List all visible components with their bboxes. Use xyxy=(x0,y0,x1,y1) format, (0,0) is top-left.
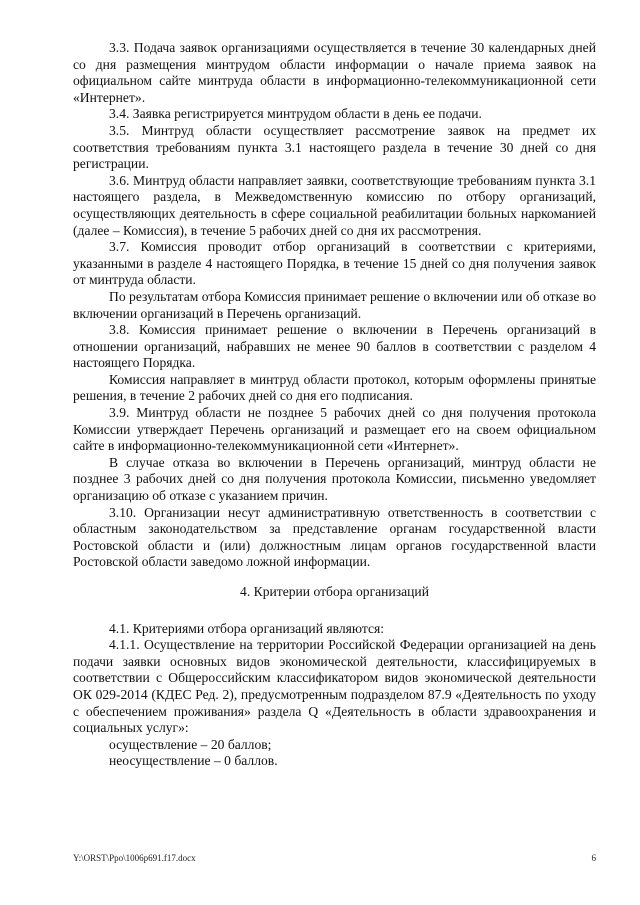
score-item-no: неосуществление – 0 баллов. xyxy=(109,753,278,769)
paragraph-3-7-decision: По результатам отбора Комиссия принимает решение о включении или об отказе во включении организаций в Перечень организаций. xyxy=(73,288,596,321)
paragraph-3-4: 3.4. Заявка регистрируется минтрудом области в день ее подачи. xyxy=(109,106,482,122)
paragraph-4-1-1: 4.1.1. Осуществление на территории Российской Федерации организацией на день подачи заявки основных видов экономической деятельности, классифицируемых в соответствии с Общероссийским классификатором видов экономической деятельности ОК 029-2014 (КДЕС Ред. 2), предусмотренным подразделом 87.9 «Деятельность по уходу с обеспечением проживания» раздела Q «Деятельность в области здравоохранения и социальных услуг»: xyxy=(73,637,596,736)
paragraph-3-8-protocol: Комиссия направляет в минтруд области протокол, которым оформлены принятые решения, в течение 2 рабочих дней со дня его подписания. xyxy=(73,371,596,404)
paragraph-3-8: 3.8. Комиссия принимает решение о включении в Перечень организаций в отношении организаций, набравших не менее 90 баллов в соответствии с разделом 4 настоящего Порядка. xyxy=(73,322,596,371)
page-number: 6 xyxy=(591,853,596,863)
paragraph-3-9: 3.9. Минтруд области не позднее 5 рабочих дней со дня получения протокола Комиссии утверждает Перечень организаций и размещает его на своем официальном сайте в информационно-телекоммуникационной сети «Интернет». xyxy=(73,405,596,454)
section-heading: 4. Критерии отбора организаций xyxy=(240,584,429,599)
paragraph-3-3: 3.3. Подача заявок организациями осуществляется в течение 30 календарных дней со дня размещения минтрудом области информации о начале приема заявок на официальном сайте минтруда области в информационно-телекоммуникационной сети «Интернет». xyxy=(73,40,596,105)
paragraph-3-10: 3.10. Организации несут административную ответственность в соответствии с областным законодательством за представление органам государственной власти Ростовской области и (или) должностным лицам органов государственной власти Ростовской области заведомо ложной информации. xyxy=(73,504,596,570)
footer-file-path: Y:\ORST\Ppo\1006p691.f17.docx xyxy=(73,853,196,863)
score-item-yes: осуществление – 20 баллов; xyxy=(109,736,272,752)
paragraph-3-9-refusal: В случае отказа во включении в Перечень организаций, минтруд области не позднее 3 рабочих дней со дня получения протокола Комиссии, письменно уведомляет организацию об отказе с указанием причин. xyxy=(73,454,596,504)
paragraph-3-7: 3.7. Комиссия проводит отбор организаций в соответствии с критериями, указанными в разделе 4 настоящего Порядка, в течение 15 дней со дня получения заявок от минтруда области. xyxy=(73,239,596,288)
document-body xyxy=(73,40,596,770)
paragraph-4-1: 4.1. Критериями отбора организаций являются: xyxy=(109,620,385,636)
paragraph-3-5: 3.5. Минтруд области осуществляет рассмотрение заявок на предмет их соответствия требованиям пункта 3.1 настоящего раздела в течение 30 дней со дня регистрации. xyxy=(73,122,596,172)
paragraph-3-6: 3.6. Минтруд области направляет заявки, соответствующие требованиям пункта 3.1 настоящего раздела, в Межведомственную комиссию по отбору организаций, осуществляющих деятельность в сфере социальной реабилитации больных наркоманией (далее – Комиссия), в течение 5 рабочих дней со дня их рассмотрения. xyxy=(73,172,596,238)
